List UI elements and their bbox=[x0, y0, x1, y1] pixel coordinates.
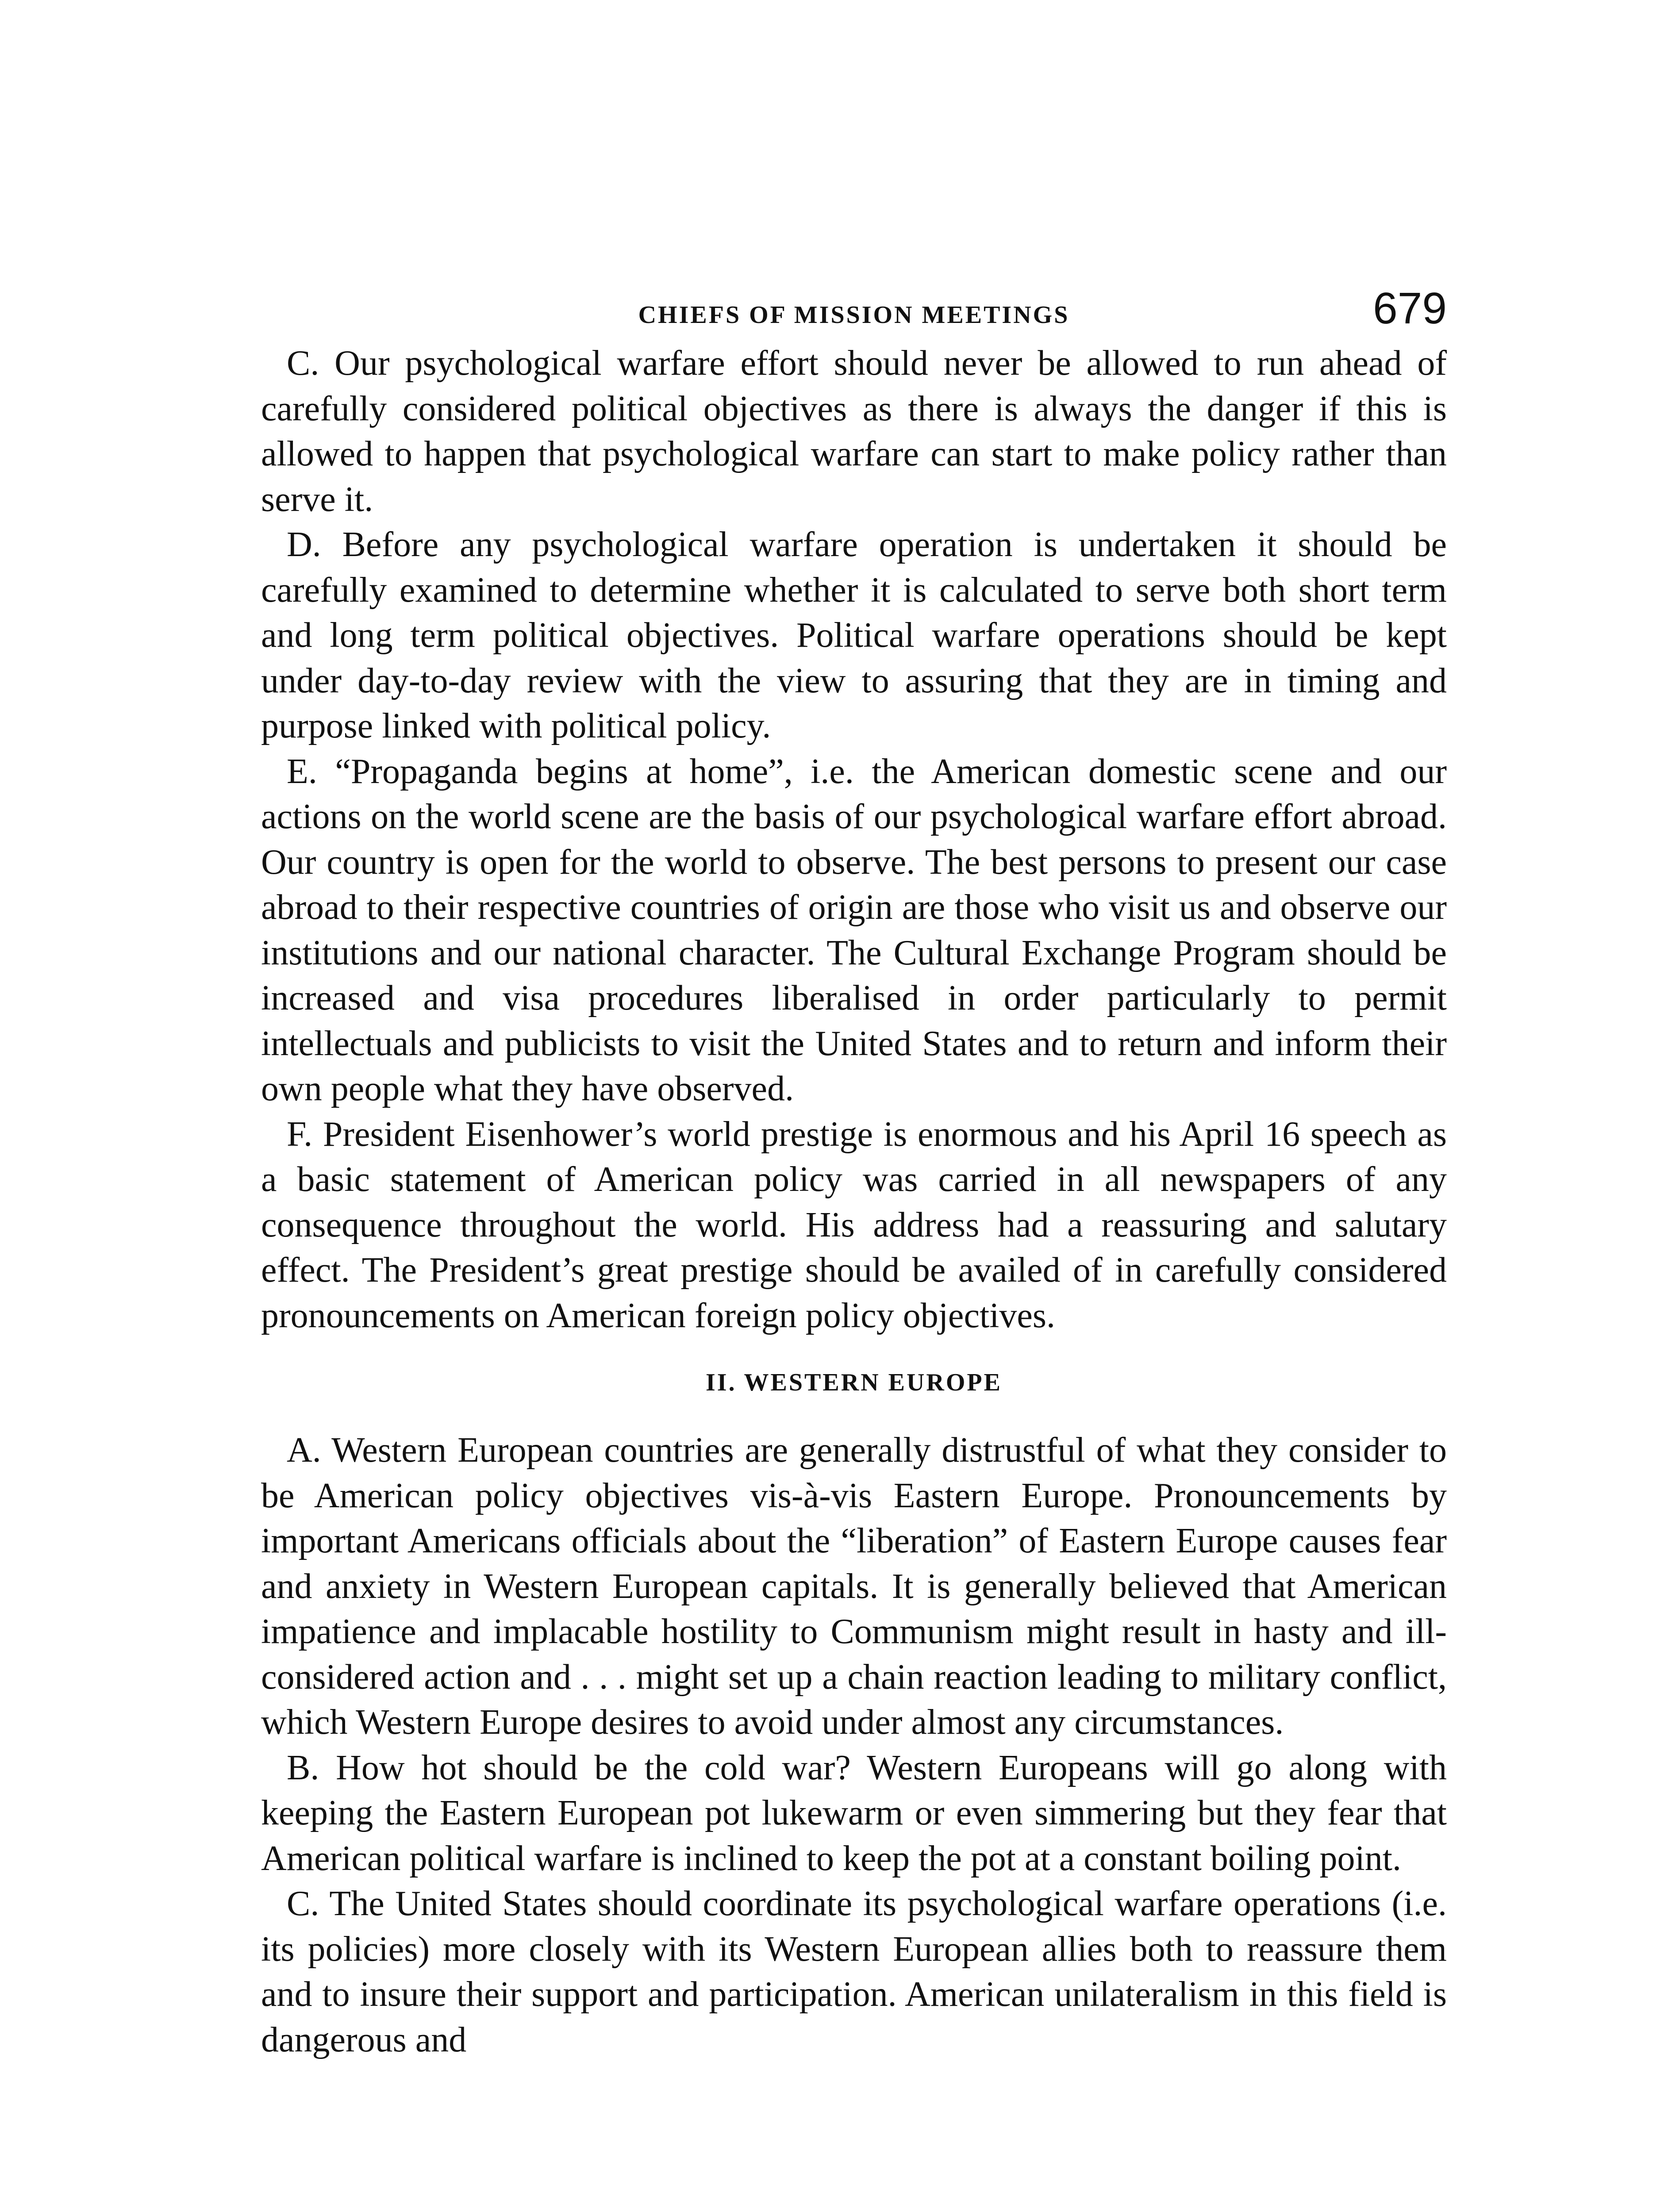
body-text-bottom bbox=[261, 1428, 1447, 2062]
section-heading-western-europe: II. WESTERN EUROPE bbox=[705, 1369, 1002, 1396]
paragraph-c-coordination: C. The United States should coordinate its psychological warfare operations (i.e. its policies) more closely with its Western European allies both to reassure them and to insure their support and participation. American unilateralism in this field is dangerous and bbox=[261, 1884, 1447, 2059]
paragraph-b-cold-war: B. How hot should be the cold war? Western Europeans will go along with keeping the Eastern European pot lukewarm or even simmering but they fear that American political warfare is inclined to keep the pot at a constant boiling point. bbox=[261, 1748, 1447, 1878]
page-number: 679 bbox=[1373, 284, 1447, 333]
paragraph-d-operation-review: D. Before any psychological warfare operation is undertaken it should be carefully examined to determine whether it is calculated to serve both short term and long term political objectives. Political warfare operations should be kept under day-to-day review with the view to assuring that they are in timing and purpose linked with political policy. bbox=[261, 525, 1447, 745]
document-page bbox=[261, 283, 1447, 2062]
paragraph-f-president-prestige: F. President Eisenhower’s world prestige is enormous and his April 16 speech as a basic statement of American policy was carried in all newspapers of any consequence throughout the world. His address had a reassuring and salutary effect. The President’s great prestige should be availed of in carefully considered pronouncements on American foreign policy objectives. bbox=[261, 1114, 1447, 1335]
body-text-top bbox=[261, 341, 1447, 1338]
running-header bbox=[261, 283, 1447, 341]
paragraph-c-psychological-warfare: C. Our psychological warfare effort should never be allowed to run ahead of carefully considered political objectives as there is always the danger if this is allowed to happen that psychological warfare can start to make policy rather than serve it. bbox=[261, 344, 1447, 519]
paragraph-a-distrust: A. Western European countries are generally distrustful of what they consider to be American policy objectives vis-à-vis Eastern Europe. Pronouncements by important Americans officials about the “liberation” of Eastern Europe causes fear and anxiety in Western European capitals. It is generally believed that American impatience and implacable hostility to Communism might result in hasty and ill-considered action and . . . might set up a chain reaction leading to military conflict, which Western Europe desires to avoid under almost any circumstances. bbox=[261, 1431, 1447, 1742]
running-title: CHIEFS OF MISSION MEETINGS bbox=[638, 301, 1070, 329]
paragraph-e-propaganda-at-home: E. “Propaganda begins at home”, i.e. the American domestic scene and our actions on the world scene are the basis of our psychological warfare effort abroad. Our country is open for the world to observe. The best persons to present our case abroad to their respective countries of origin are those who visit us and observe our institutions and our national character. The Cultural Exchange Program should be increased and visa procedures liberalised in order particularly to permit intellectuals and publicists to visit the United States and to return and inform their own people what they have observed. bbox=[261, 752, 1447, 1108]
